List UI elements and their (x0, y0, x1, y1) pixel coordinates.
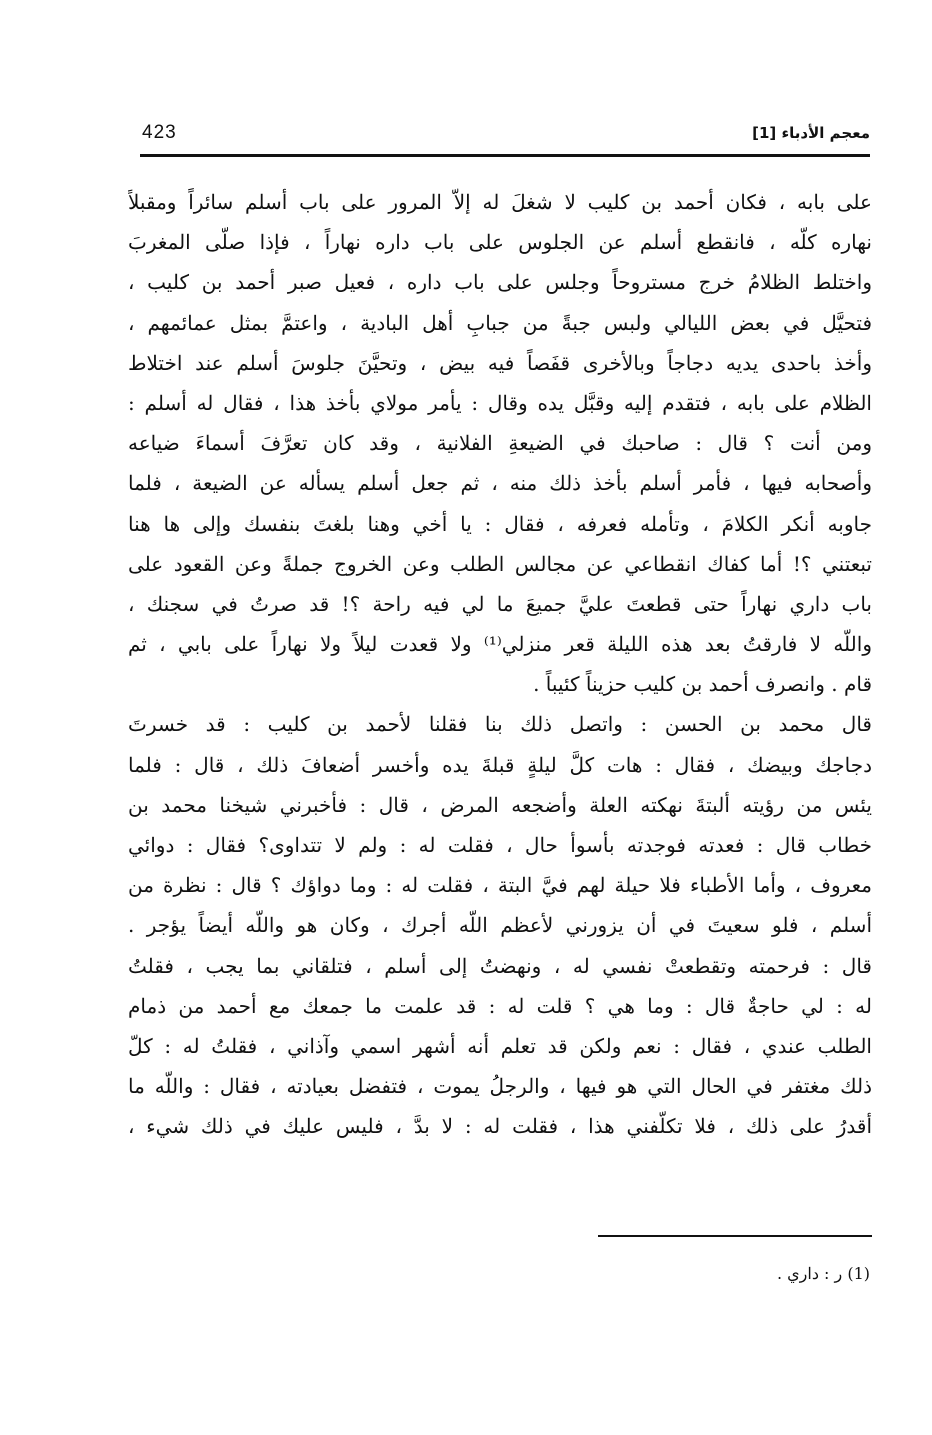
text-line: واللّه لا فارقتُ بعد هذه الليلة قعر منزلي⁽¹⁾ ولا قعدت ليلاً ولا نهاراً على بابي ، ثم (128, 632, 872, 657)
body-text (128, 182, 872, 1147)
paragraph-end-line: قام . وانصرف أحمد بن كليب حزيناً كئيباً . (533, 672, 872, 697)
text-line: قال : فرحمته وتقطعتْ نفسي له ، ونهضتُ إلى أسلم ، فتلقاني بما يجب ، فقلتُ (128, 953, 872, 978)
text-line: نهاره كلّه ، فانقطع أسلم عن الجلوس على باب داره نهاراً ، فإذا صلّى المغربَ (128, 230, 872, 255)
text-line: دجاجك وبيضك ، فقال : هات كلَّ ليلةٍ قبلةَ يده وأخسر أضعافَ ذلك ، قال : فلما (128, 752, 872, 777)
text-line: وأخذ باحدى يديه دجاجاً وبالأخرى قفَصاً فيه بيض ، وتحيَّنَ جلوسَ أسلم عند اختلاط (128, 350, 872, 375)
page-number: 423 (142, 122, 177, 143)
text-line: ومن أنت ؟ قال : صاحبك في الضيعةِ الفلانية ، وقد كان تعرَّفَ أسماءَ ضياعه (128, 431, 872, 456)
text-line: جاوبه أنكر الكلامَ ، وتأمله فعرفه ، فقال : يا أخي وهنا بلغتَ بنفسك وإلى ها هنا (128, 511, 872, 536)
text-line: أقدرُ على ذلك ، فلا تكلّفني هذا ، فقلت له : لا بدَّ ، فليس عليك في ذلك شيء ، (128, 1114, 872, 1139)
text-line: خطاب قال : فعدته فوجدته بأسوأ حال ، فقلت له : ولم لا تتداوى؟ فقال : دوائي (128, 833, 872, 857)
paragraph-start-line: قال محمد بن الحسن : واتصل ذلك بنا فقلنا لأحمد بن كليب : قد خسرتَ (128, 712, 872, 737)
text-line: فتحيَّل في بعض الليالي ولبس جبةً من جبابِ أهل البادية ، واعتمَّ بمثل عمائمهم ، (128, 310, 872, 335)
footnote-rule (598, 1235, 872, 1237)
text-line: تبعتني ؟! أما كفاك انقطاعي عن مجالس الطلب وعن الخروج جملةً وعن القعود على (128, 551, 872, 576)
text-line: على بابه ، فكان أحمد بن كليب لا شغلَ له إلاّ المرور على باب أسلم سائراً ومقبلاً (128, 190, 872, 214)
text-line: يئس من رؤيته ألبتةَ نهكته العلة وأضجعه المرض ، قال : فأخبرني شيخنا محمد بن (128, 792, 872, 817)
running-title: معجم الأدباء [1] (752, 124, 870, 142)
text-line: باب داري نهاراً حتى قطعتَ عليَّ جميعَ ما لي فيه راحة ؟! قد صرتُ في سجنك ، (128, 591, 872, 616)
text-line: ذلك مغتفر في الحال التي هو فيها ، والرجلُ يموت ، فتفضل بعيادته ، فقال : واللّه ما (128, 1074, 872, 1099)
text-line: له : لي حاجةٌ قال : وما هي ؟ قلت له : قد علمت ما جمعك مع أحمد من ذمام (128, 993, 872, 1018)
text-line: الظلام على بابه ، فتقدم إليه وقبَّل يده وقال : يأمر مولاي بأخذ هذا ، فقال له أسلم : (128, 390, 872, 415)
text-line: معروف ، وأما الأطباء فلا حيلة لهم فيَّ البتة ، فقلت له : وما دواؤك ؟ قال : نظرة من (128, 873, 872, 898)
text-line: الطلب عندي ، فقال : نعم ولكن قد تعلم أنه أشهر اسمي وآذاني ، فقلتُ له : كلّ (128, 1033, 872, 1058)
footnote: (1) ر : داري . (776, 1264, 870, 1283)
text-line: وأصحابه فيها ، فأمر أسلم بأخذ ذلك منه ، ثم جعل أسلم يسأله عن الضيعة ، فلما (128, 471, 872, 496)
page-header (140, 122, 870, 156)
text-line: أسلم ، فلو سعيتَ في أن يزورني لأعظم اللّه أجرك ، وكان هو واللّه أيضاً يؤجر . (128, 913, 872, 938)
header-rule (140, 154, 870, 157)
text-line: واختلط الظلامُ خرج مستروحاً وجلس على باب داره ، فعيل صبر أحمد بن كليب ، (128, 270, 872, 295)
